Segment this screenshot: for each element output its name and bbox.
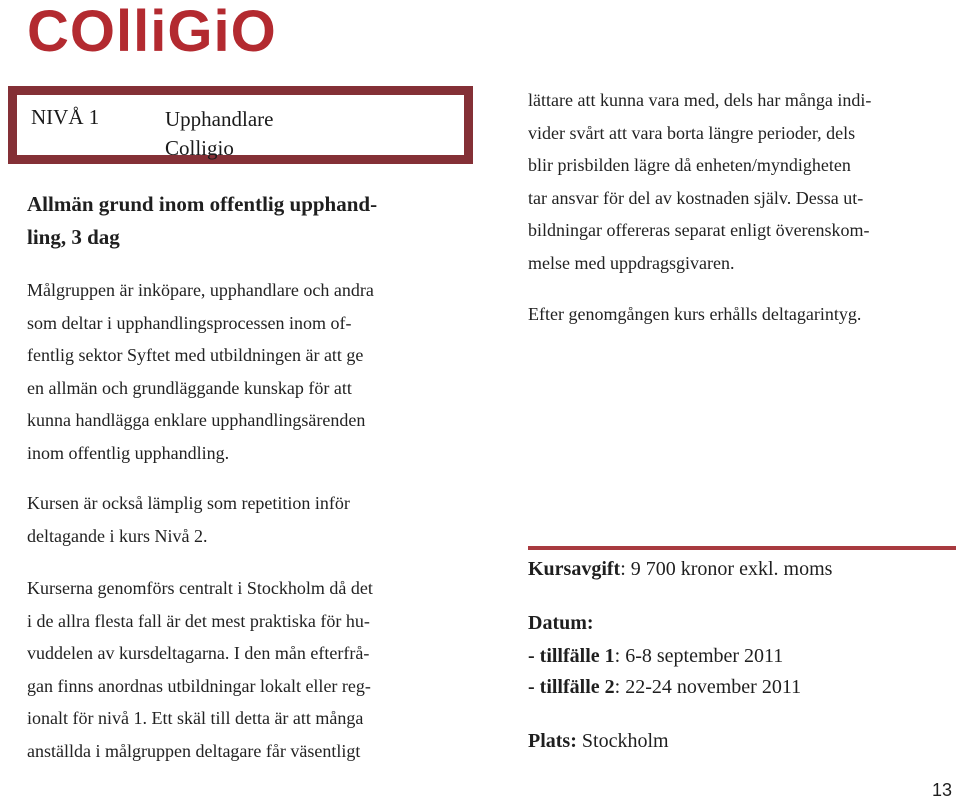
text-line: som deltar i upphandlingsprocessen inom of- bbox=[27, 312, 352, 333]
date-2-label: - tillfälle 2 bbox=[528, 676, 615, 698]
place bbox=[528, 725, 669, 757]
text-line: anställda i målgruppen deltagare får väsentligt bbox=[27, 740, 361, 761]
text-line: fentlig sektor Syftet med utbildningen är att ge bbox=[27, 345, 364, 365]
text-line: en allmän och grundläggande kunskap för att bbox=[27, 377, 352, 398]
level-title bbox=[165, 105, 273, 163]
place-label: Plats: bbox=[528, 730, 577, 752]
text-line: blir prisbilden lägre då enheten/myndigheten bbox=[528, 155, 851, 175]
text-line: deltagande i kurs Nivå 2. bbox=[27, 525, 208, 546]
course-heading bbox=[27, 188, 457, 254]
date-1-label: - tillfälle 1 bbox=[528, 645, 615, 667]
page-number: 13 bbox=[931, 780, 952, 800]
date-1-value: : 6-8 september 2011 bbox=[614, 645, 784, 667]
text-line: gan finns anordnas utbildningar lokalt eller reg- bbox=[27, 675, 371, 696]
continuation-paragraph bbox=[528, 84, 948, 279]
text-line: ionalt för nivå 1. Ett skäl till detta är att många bbox=[27, 708, 364, 728]
text-line: melse med uppdragsgivaren. bbox=[528, 252, 735, 273]
certificate-paragraph: Efter genomgången kurs erhålls deltagarintyg. bbox=[528, 304, 862, 324]
level-title-line2: Colligio bbox=[165, 136, 234, 160]
colligio-logo: COlliGiO bbox=[27, 0, 277, 64]
text-line: inom offentlig upphandling. bbox=[27, 442, 230, 463]
text-line: bildningar offereras separat enligt överenskom- bbox=[528, 220, 870, 240]
course-fee-value: : 9 700 kronor exkl. moms bbox=[620, 558, 833, 580]
location-paragraph bbox=[27, 572, 462, 767]
text-line: kunna handlägga enklare upphandlingsärenden bbox=[27, 410, 366, 430]
target-group-paragraph bbox=[27, 274, 462, 469]
text-line: i de allra flesta fall är det mest praktiska för hu- bbox=[27, 610, 370, 631]
level-box bbox=[8, 86, 473, 164]
text-line: tar ansvar för del av kostnaden själv. Dessa ut- bbox=[528, 187, 864, 208]
text-line: vider svårt att vara borta längre perioder, dels bbox=[528, 122, 856, 143]
text-line: lättare att kunna vara med, dels har många indi- bbox=[528, 90, 872, 110]
course-heading-line1: Allmän grund inom offentlig upphand- bbox=[27, 192, 378, 216]
course-fee-label: Kursavgift bbox=[528, 558, 621, 580]
course-heading-line2: ling, 3 dag bbox=[27, 225, 120, 249]
text-line: Kurserna genomförs centralt i Stockholm då det bbox=[27, 578, 373, 598]
level-number: NIVÅ 1 bbox=[31, 105, 100, 129]
text-line: vuddelen av kursdeltagarna. I den mån efterfrå- bbox=[27, 643, 370, 663]
date-row-2 bbox=[528, 671, 801, 703]
text-line: Målgruppen är inköpare, upphandlare och andra bbox=[27, 280, 374, 300]
dates-label: Datum: bbox=[528, 612, 594, 634]
level-box-inner bbox=[16, 94, 465, 160]
level-title-line1: Upphandlare bbox=[165, 107, 274, 131]
place-value: Stockholm bbox=[576, 730, 669, 752]
date-row-1 bbox=[528, 640, 783, 672]
date-2-value: : 22-24 november 2011 bbox=[614, 676, 802, 698]
section-divider bbox=[528, 546, 956, 550]
course-fee bbox=[528, 553, 832, 585]
repetition-paragraph bbox=[27, 487, 462, 552]
text-line: Kursen är också lämplig som repetition inför bbox=[27, 493, 350, 513]
